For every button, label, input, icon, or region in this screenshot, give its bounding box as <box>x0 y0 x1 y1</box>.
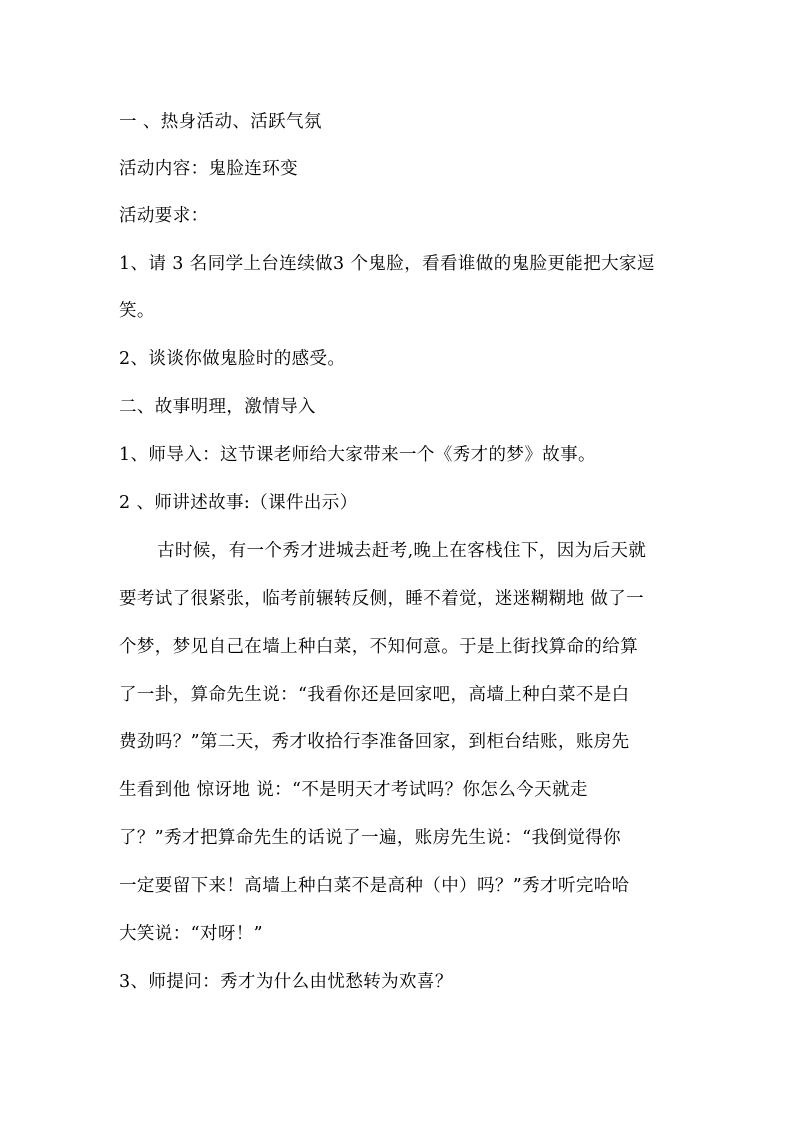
story-paragraph-line-9: 大笑说：“对呀！” <box>119 924 263 944</box>
story-paragraph-line-1: 古时候，有一个秀才进城去赶考,晚上在客栈住下，因为后天就 <box>157 541 647 561</box>
story-paragraph-line-5: 费劲吗？”第二天，秀才收拾行李准备回家，到柜台结账，账房先 <box>119 732 630 752</box>
activity-content: 活动内容：鬼脸连环变 <box>119 159 298 179</box>
story-paragraph-line-3: 个梦，梦见自己在墙上种白菜，不知何意。于是上街找算命的给算 <box>119 637 639 657</box>
story-step-3: 3、师提问：秀才为什么由忧愁转为欢喜？ <box>119 972 453 992</box>
requirement-2: 2、谈谈你做鬼脸时的感受。 <box>119 349 346 369</box>
requirement-1-line-2: 笑。 <box>119 301 155 321</box>
story-paragraph-line-7: 了？”秀才把算命先生的话说了一遍，账房先生说：“我倒觉得你 <box>119 828 621 848</box>
activity-requirements-label: 活动要求： <box>119 206 209 226</box>
story-step-2: 2 、师讲述故事:（课件出示） <box>119 493 358 513</box>
section-heading-story: 二、故事明理，激情导入 <box>119 397 316 417</box>
section-heading-warmup: 一 、热身活动、活跃气氛 <box>119 112 322 132</box>
requirement-1-line-1: 1、请 3 名同学上台连续做3 个鬼脸，看看谁做的鬼脸更能把大家逗 <box>119 254 655 274</box>
story-step-1: 1、师导入：这节课老师给大家带来一个《秀才的梦》故事。 <box>119 445 596 465</box>
story-paragraph-line-8: 一定要留下来！高墙上种白菜不是高种（中）吗？”秀才听完哈哈 <box>119 876 630 896</box>
story-paragraph-line-4: 了一卦，算命先生说：“我看你还是回家吧，高墙上种白菜不是白 <box>119 685 630 705</box>
story-paragraph-line-2: 要考试了很紧张，临考前辗转反侧，睡不着觉，迷迷糊糊地 做了一 <box>119 589 645 609</box>
story-paragraph-line-6: 生看到他 惊讶地 说：“不是明天才考试吗？你怎么今天就走 <box>119 780 588 800</box>
